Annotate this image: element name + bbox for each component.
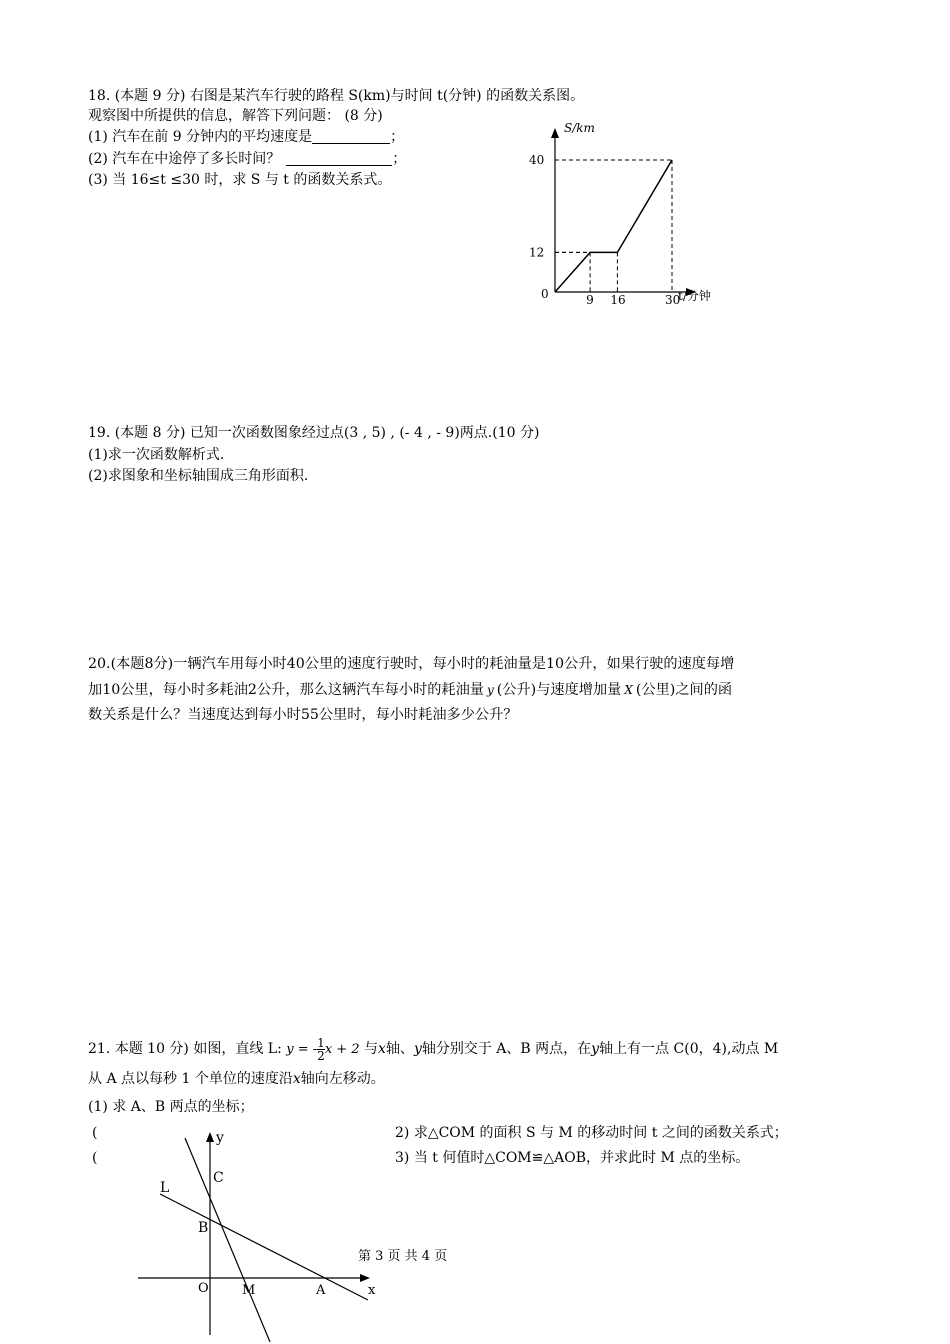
y-tick-label-40: 40 [529, 153, 545, 167]
q21-eq-rest: x + 2 [324, 1042, 360, 1057]
q21-label-y: y [216, 1130, 224, 1146]
q21-paren2: ( [92, 1150, 98, 1166]
q18-part2 [88, 150, 406, 168]
answer-blank-1[interactable] [312, 129, 390, 144]
q21-paren1: ( [92, 1125, 98, 1141]
line-L [160, 1194, 368, 1300]
q20-line2 [88, 680, 732, 700]
q18-line1: 18. (本题 9 分) 右图是某汽车行驶的路程 S(km)与时间 t(分钟) 的函数关系图。 [88, 88, 585, 104]
page-footer: 第 3 页 共 4 页 [358, 1249, 448, 1264]
answer-blank-2[interactable] [286, 151, 392, 166]
q20-var-y: y [486, 683, 494, 697]
q19-part2: (2)求图象和坐标轴围成三角形面积. [88, 468, 309, 484]
x-tick-label-30: 30 [665, 293, 681, 307]
y-axis-arrow [551, 128, 559, 138]
q21-fraction [317, 1037, 325, 1062]
q21-part1: (1) 求 A、B 两点的坐标； [88, 1099, 254, 1115]
q18-part3: (3) 当 16≤t ≤30 时，求 S 与 t 的函数关系式。 [88, 172, 392, 188]
q21-line2 [88, 1070, 385, 1088]
q21-line2-x: x [292, 1071, 301, 1087]
q21-label-A: A [316, 1283, 326, 1298]
q18-line2: 观察图中所提供的信息，解答下列问题： (8 分) [88, 108, 383, 124]
q19-line1: 19. (本题 8 分) 已知一次函数图象经过点(3 , 5) , (- 4 , - 9)两点.(10 分) [88, 425, 540, 441]
q21-tail2: 轴上有一点 C(0，4),动点 M [599, 1041, 779, 1057]
q21-frac-num: 1 [317, 1035, 325, 1050]
q21-tail: 轴分别交于 A、B 两点，在 [421, 1041, 592, 1057]
q18-part1-text: (1) 汽车在前 9 分钟内的平均速度是 [88, 129, 313, 145]
origin-label: 0 [541, 287, 549, 301]
distance-time-chart [520, 118, 730, 313]
q21-label-O: O [198, 1281, 209, 1296]
q21-label-C: C [213, 1170, 224, 1186]
q20-line3: 数关系是什么？当速度达到每小时55公里时，每小时耗油多少公升？ [88, 707, 518, 723]
q18-part1-end: ； [390, 129, 405, 145]
line-CM [185, 1138, 270, 1342]
x-tick-label-9: 9 [586, 293, 594, 307]
line-intersection-figure [130, 1120, 390, 1344]
q21-lead: 21. 本题 10 分) 如图，直线 L: [88, 1041, 282, 1057]
q21-x-axis-arrow [360, 1274, 370, 1282]
q18-part2-end: ； [392, 151, 407, 167]
data-line [555, 160, 672, 292]
q21-line2-a: 从 A 点以每秒 1 个单位的速度沿 [88, 1071, 293, 1087]
q18-part2-text: (2) 汽车在中途停了多长时间？ [88, 151, 281, 167]
q21-var-y2: y [591, 1041, 600, 1057]
q20-line1: 20.(本题8分)一辆汽车用每小时40公里的速度行驶时，每小时的耗油量是10公升，如果行驶的速度每增 [88, 656, 735, 672]
q21-var-x: x [378, 1041, 386, 1057]
q21-eq-y: y = - [286, 1042, 318, 1057]
x-axis-label: t/分钟 [678, 289, 711, 303]
q21-part2: 2) 求△COM 的面积 S 与 M 的移动时间 t 之间的函数关系式； [395, 1125, 788, 1141]
q21-line2-b: 轴向左移动。 [300, 1071, 385, 1087]
q21-frac-den: 2 [317, 1048, 325, 1063]
q21-part3: 3) 当 t 何值时△COM≌△AOB，并求此时 M 点的坐标。 [395, 1150, 750, 1166]
q21-line1 [88, 1032, 778, 1066]
q19-part1: (1)求一次函数解析式. [88, 447, 225, 463]
q20-var-x: X [624, 683, 633, 697]
q21-label-L: L [160, 1180, 170, 1196]
q20-line2-a: 加10公里，每小时多耗油2公升，那么这辆汽车每小时的耗油量 [88, 682, 484, 698]
q21-label-x: x [368, 1283, 376, 1298]
x-tick-label-16: 16 [610, 293, 626, 307]
q21-var-y: y [413, 1041, 422, 1057]
q21-label-B: B [198, 1220, 209, 1236]
q20-line2-b: (公升)与速度增加量 [496, 682, 622, 698]
q21-label-M: M [242, 1283, 256, 1298]
q18-part1 [88, 128, 404, 146]
y-axis-label: S/km [564, 121, 595, 135]
y-tick-label-12: 12 [529, 245, 545, 260]
q21-mid: 与 [364, 1041, 379, 1057]
q21-y-axis-arrow [206, 1132, 214, 1142]
q20-line2-c: (公里)之间的函 [635, 682, 733, 698]
q21-mid2: 轴、 [385, 1041, 414, 1057]
